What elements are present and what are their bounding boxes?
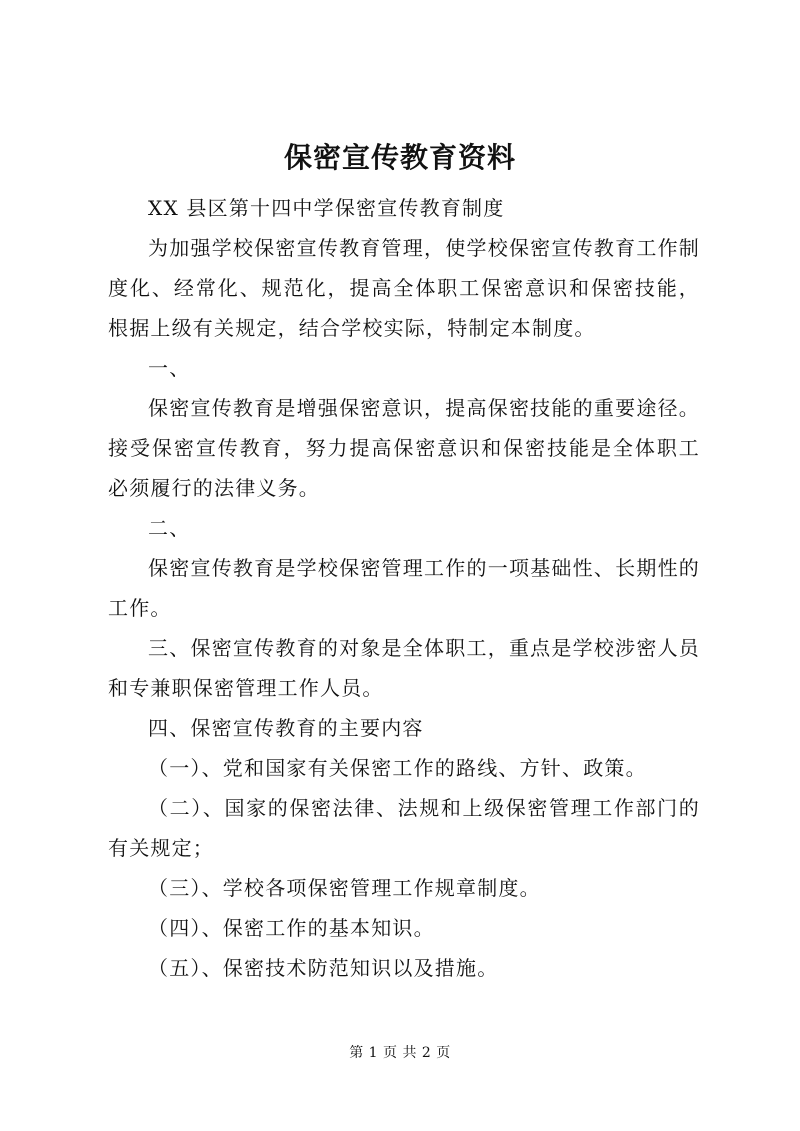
paragraph-section-2-heading: 二、 [148, 516, 191, 540]
document-body [108, 188, 700, 988]
paragraph-item-3: （三）、学校各项保密管理工作规章制度。 [148, 876, 541, 900]
paragraph-section-3: 三、保密宣传教育的对象是全体职工，重点是学校涉密人员和专兼职保密管理工作人员。 [108, 636, 700, 700]
document-title: 保密宣传教育资料 [283, 141, 516, 174]
paragraph-section-1-heading: 一、 [148, 356, 191, 380]
paragraph-section-4-heading: 四、保密宣传教育的主要内容 [148, 716, 424, 740]
paragraph-school-rule-heading: XX 县区第十四中学保密宣传教育制度 [148, 196, 505, 220]
paragraph-item-2: （二）、国家的保密法律、法规和上级保密管理工作部门的有关规定； [108, 796, 700, 860]
paragraph-item-5: （五）、保密技术防范知识以及措施。 [148, 956, 499, 980]
paragraph-section-2-body: 保密宣传教育是学校保密管理工作的一项基础性、长期性的工作。 [108, 556, 700, 620]
paragraph-item-4: （四）、保密工作的基本知识。 [148, 916, 435, 940]
paragraph-section-1-body: 保密宣传教育是增强保密意识，提高保密技能的重要途径。接受保密宣传教育，努力提高保密意识和保密技能是全体职工必须履行的法律义务。 [108, 396, 700, 500]
paragraph-purpose: 为加强学校保密宣传教育管理，使学校保密宣传教育工作制度化、经常化、规范化，提高全体职工保密意识和保密技能，根据上级有关规定，结合学校实际，特制定本制度。 [108, 236, 700, 340]
paragraph-item-1: （一）、党和国家有关保密工作的路线、方针、政策。 [148, 756, 647, 780]
page-number-footer: 第 1 页 共 2 页 [349, 1045, 451, 1061]
